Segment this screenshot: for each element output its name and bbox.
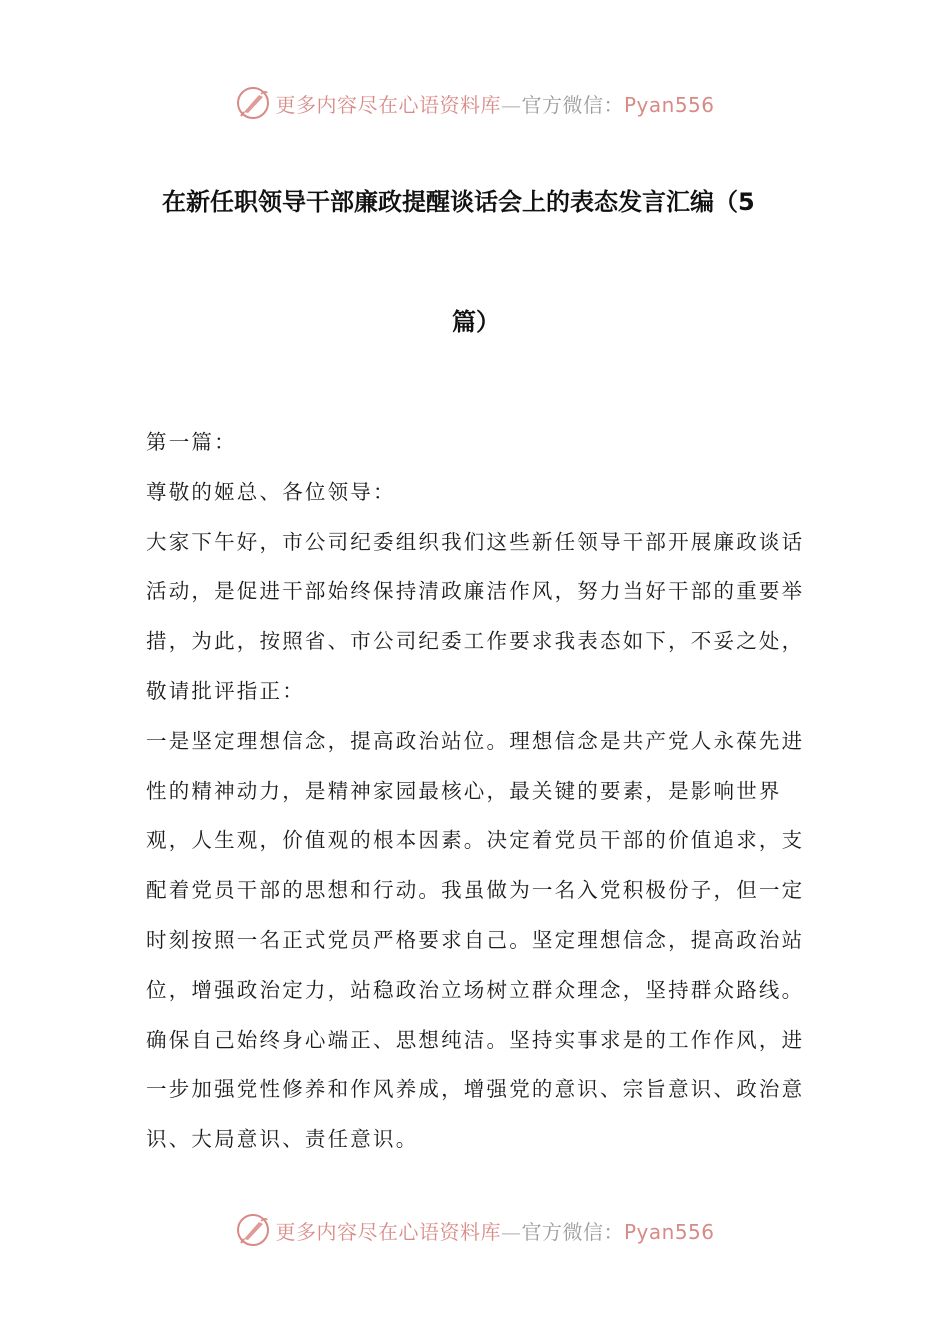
salutation: 尊敬的姬总、各位领导： <box>146 479 396 504</box>
watermark-wechat-id: Pyan556 <box>623 1219 715 1244</box>
document-body <box>146 418 811 1165</box>
watermark-text <box>275 89 714 118</box>
watermark-separator: — <box>500 1219 522 1244</box>
footer-watermark <box>0 1210 950 1250</box>
quill-pen-logo-icon <box>235 1212 271 1248</box>
watermark-brand: 更多内容尽在心语资料库 <box>275 92 501 117</box>
document-title-line-2: 篇） <box>452 308 500 336</box>
watermark-wechat-id: Pyan556 <box>623 92 715 117</box>
watermark-separator: — <box>500 92 522 117</box>
body-paragraph: 一是坚定理想信念，提高政治站位。理想信念是共产党人永葆先进性的精神动力，是精神家园最核心，最关键的要素，是影响世界观，人生观，价值观的根本因素。决定着党员干部的价值追求，支配着党员干部的思想和行动。我虽做为一名入党积极份子，但一定时刻按照一名正式党员严格要求自己。坚定理想信念，提高政治站位，增强政治定力，站稳政治立场树立群众理念，坚持群众路线。确保自己始终身心端正、思想纯洁。坚持实事求是的工作作风，进一步加强党性修养和作风养成，增强党的意识、宗旨意识、政治意识、大局意识、责任意识。 <box>146 728 805 1152</box>
document-title-line-1: 在新任职领导干部廉政提醒谈话会上的表态发言汇编（5 <box>162 188 755 216</box>
watermark-label: 官方微信： <box>521 92 624 117</box>
header-watermark <box>0 83 950 123</box>
quill-pen-logo-icon <box>235 85 271 121</box>
watermark-brand: 更多内容尽在心语资料库 <box>275 1219 501 1244</box>
section-heading: 第一篇： <box>146 430 237 454</box>
watermark-label: 官方微信： <box>521 1219 624 1244</box>
body-paragraph: 大家下午好，市公司纪委组织我们这些新任领导干部开展廉政谈话活动，是促进干部始终保持清政廉洁作风，努力当好干部的重要举措，为此，按照省、市公司纪委工作要求我表态如下，不妥之处，敬请批评指正： <box>146 529 805 703</box>
watermark-text <box>275 1216 714 1245</box>
